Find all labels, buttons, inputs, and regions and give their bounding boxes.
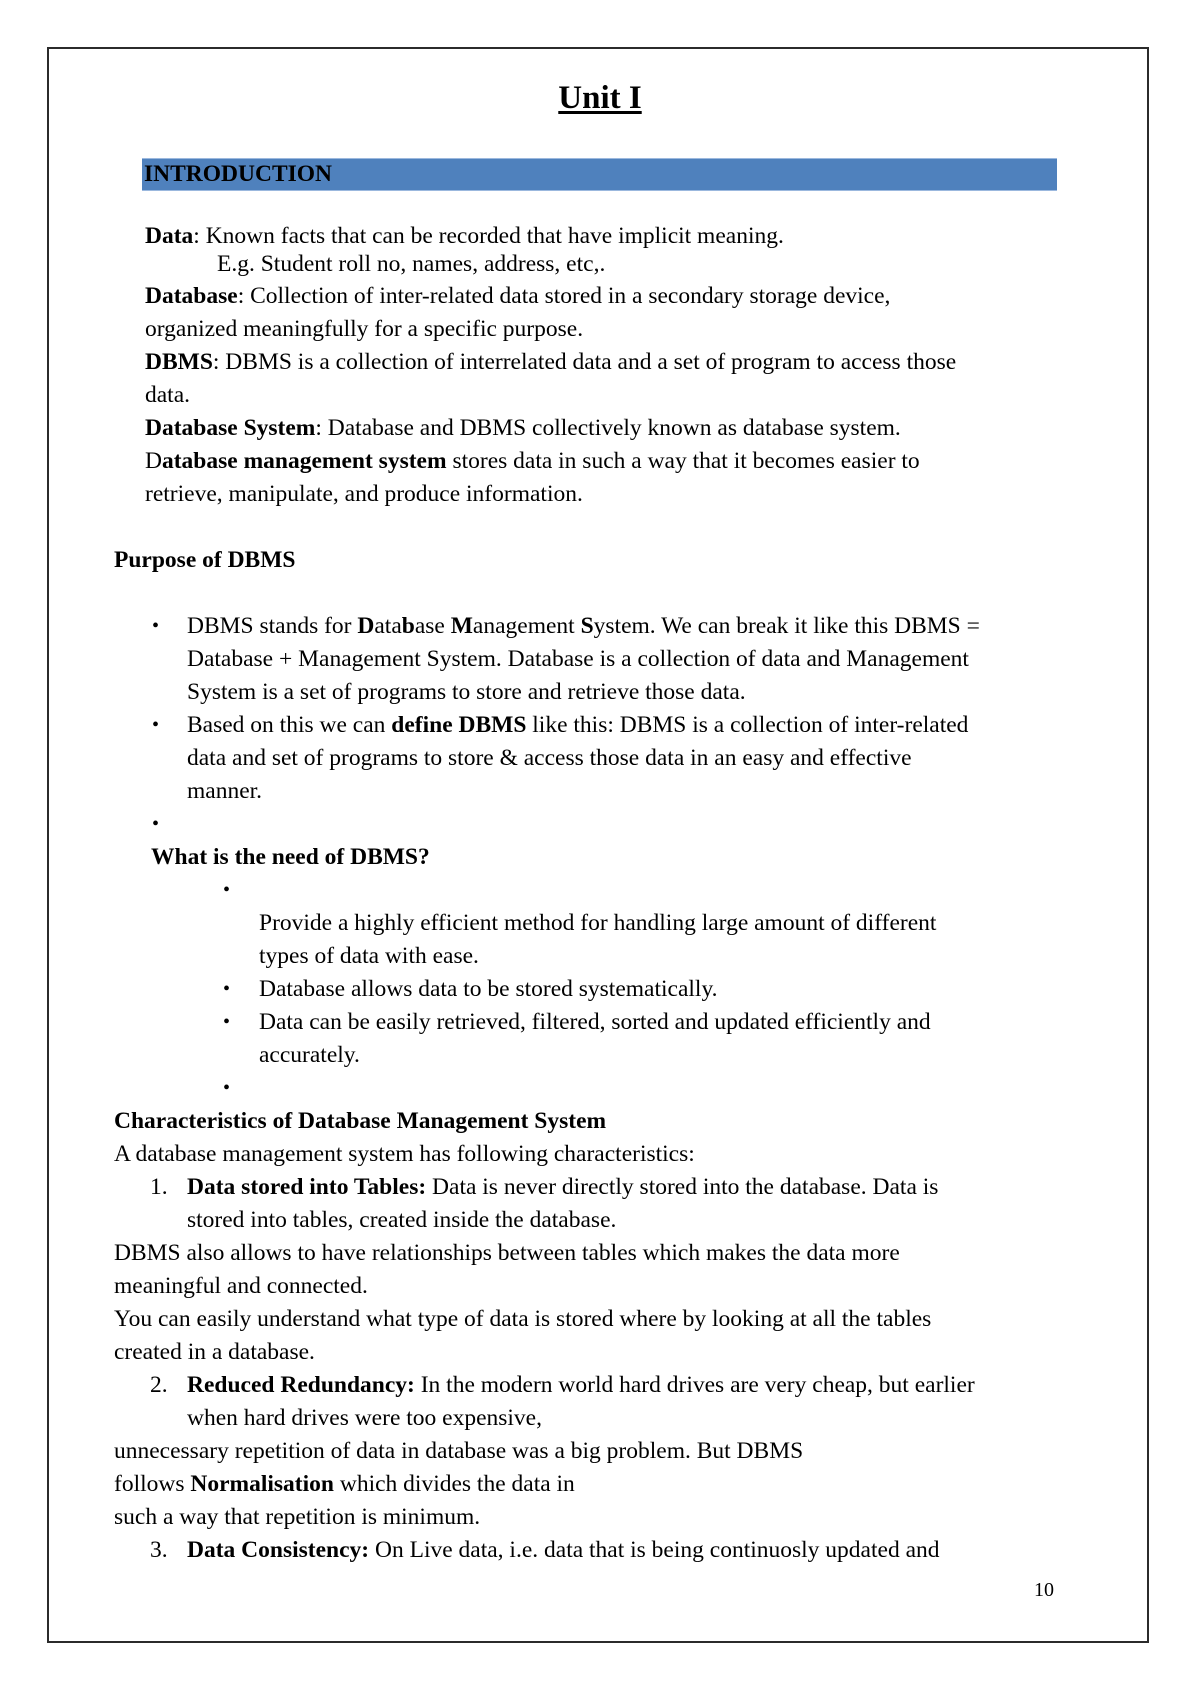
definition-text: : Collection of inter-related data stored in a secondary storage device, xyxy=(237,283,891,309)
term-prefix: D xyxy=(145,448,162,474)
bold-initial: b xyxy=(401,613,415,639)
text: anagement xyxy=(472,613,581,639)
paragraph-relationships-line-1: DBMS also allows to have relationships between tables which makes the data more xyxy=(114,1240,900,1266)
definition-dbms-cont: data. xyxy=(145,382,191,408)
characteristics-intro: A database management system has following characteristics: xyxy=(114,1141,695,1167)
characteristic-item-1-line-2: stored into tables, created inside the database. xyxy=(187,1207,617,1233)
need-item-1-line-1: Provide a highly efficient method for handling large amount of different xyxy=(259,910,937,936)
term-database: Database xyxy=(145,283,238,309)
paragraph-tables-line-1: You can easily understand what type of data is stored where by looking at all the tables xyxy=(114,1306,932,1332)
term-database-management-system: atabase management system xyxy=(161,448,447,474)
term-database-system: Database System xyxy=(145,415,316,441)
bullet-icon: • xyxy=(223,1011,231,1033)
purpose-bullet-2-line-3: manner. xyxy=(187,778,263,804)
definition-dbms xyxy=(145,346,956,379)
purpose-bullet-2-line-2: data and set of programs to store & access those data in an easy and effective xyxy=(187,745,912,771)
section-heading-purpose: Purpose of DBMS xyxy=(114,547,296,573)
term-normalisation: Normalisation xyxy=(190,1471,334,1497)
text: On Live data, i.e. data that is being continuosly updated and xyxy=(369,1537,940,1563)
text: ase xyxy=(414,613,451,639)
purpose-bullet-1-line-3: System is a set of programs to store and retrieve those data. xyxy=(187,679,746,705)
need-item-2-line-1: Database allows data to be stored systematically. xyxy=(259,976,718,1002)
section-heading-characteristics: Characteristics of Database Management System xyxy=(114,1108,607,1134)
paragraph-repetition-line-1: unnecessary repetition of data in database was a big problem. But DBMS xyxy=(114,1438,804,1464)
section-heading-need: What is the need of DBMS? xyxy=(151,844,430,870)
bold-text: define DBMS xyxy=(391,712,527,738)
need-item-3-line-2: accurately. xyxy=(259,1042,360,1068)
definition-text: : Database and DBMS collectively known as database system. xyxy=(315,415,901,441)
need-item-3-line-1: Data can be easily retrieved, filtered, sorted and updated efficiently and xyxy=(259,1009,931,1035)
bullet-icon: • xyxy=(223,978,231,1000)
paragraph-relationships-line-2: meaningful and connected. xyxy=(114,1273,368,1299)
definition-text: stores data in such a way that it becomes easier to xyxy=(446,448,920,474)
bold-initial: S xyxy=(580,613,594,639)
text: ata xyxy=(374,613,402,639)
term-data: Data xyxy=(145,223,194,249)
characteristic-item-2-line-1 xyxy=(187,1369,975,1402)
bullet-icon: • xyxy=(152,615,160,637)
bullet-icon: • xyxy=(152,714,160,736)
term-tables: Data stored into Tables: xyxy=(187,1174,427,1200)
definition-database-cont: organized meaningfully for a specific purpose. xyxy=(145,316,584,342)
purpose-bullet-1-line-2: Database + Management System. Database is a collection of data and Management xyxy=(187,646,969,672)
text: DBMS stands for xyxy=(187,613,358,639)
text: In the modern world hard drives are very cheap, but earlier xyxy=(414,1372,975,1398)
definition-dbms-full-cont: retrieve, manipulate, and produce information. xyxy=(145,481,583,507)
need-item-1-line-2: types of data with ease. xyxy=(259,943,479,969)
purpose-bullet-2-line-1 xyxy=(187,709,968,742)
bold-initial: D xyxy=(357,613,375,639)
definition-text: : Known facts that can be recorded that have implicit meaning. xyxy=(193,223,784,249)
term-consistency: Data Consistency: xyxy=(187,1537,370,1563)
text: like this: DBMS is a collection of inter-related xyxy=(526,712,969,738)
definition-database xyxy=(145,280,890,313)
definition-data-example: E.g. Student roll no, names, address, etc,. xyxy=(217,251,606,277)
list-number: 3. xyxy=(150,1537,168,1563)
term-dbms: DBMS xyxy=(145,349,213,375)
definition-text: : DBMS is a collection of interrelated data and a set of program to access those xyxy=(212,349,957,375)
characteristic-item-1-line-1 xyxy=(187,1171,938,1204)
characteristic-item-2-line-2: when hard drives were too expensive, xyxy=(187,1405,542,1431)
list-number: 1. xyxy=(150,1174,168,1200)
text: Data is never directly stored into the database. Data is xyxy=(426,1174,939,1200)
paragraph-repetition-line-2 xyxy=(114,1468,575,1501)
text: which divides the data in xyxy=(333,1471,575,1497)
section-bar-introduction xyxy=(142,158,1057,191)
page-number: 10 xyxy=(1034,1579,1054,1601)
text: follows xyxy=(114,1471,191,1497)
text: Based on this we can xyxy=(187,712,392,738)
definition-dbms-full xyxy=(145,445,920,478)
paragraph-tables-line-2: created in a database. xyxy=(114,1339,315,1365)
purpose-bullet-1-line-1 xyxy=(187,610,980,643)
characteristic-item-3-line-1 xyxy=(187,1534,940,1567)
section-heading-introduction: INTRODUCTION xyxy=(144,161,333,187)
bullet-icon: • xyxy=(223,1077,231,1099)
term-redundancy: Reduced Redundancy: xyxy=(187,1372,415,1398)
definition-database-system xyxy=(145,412,901,445)
list-number: 2. xyxy=(150,1372,168,1398)
page-title: Unit I xyxy=(558,80,642,116)
paragraph-repetition-line-3: such a way that repetition is minimum. xyxy=(114,1504,481,1530)
bold-initial: M xyxy=(450,613,473,639)
bullet-icon: • xyxy=(223,879,231,901)
bullet-icon: • xyxy=(152,813,160,835)
text: ystem. We can break it like this DBMS = xyxy=(593,613,980,639)
